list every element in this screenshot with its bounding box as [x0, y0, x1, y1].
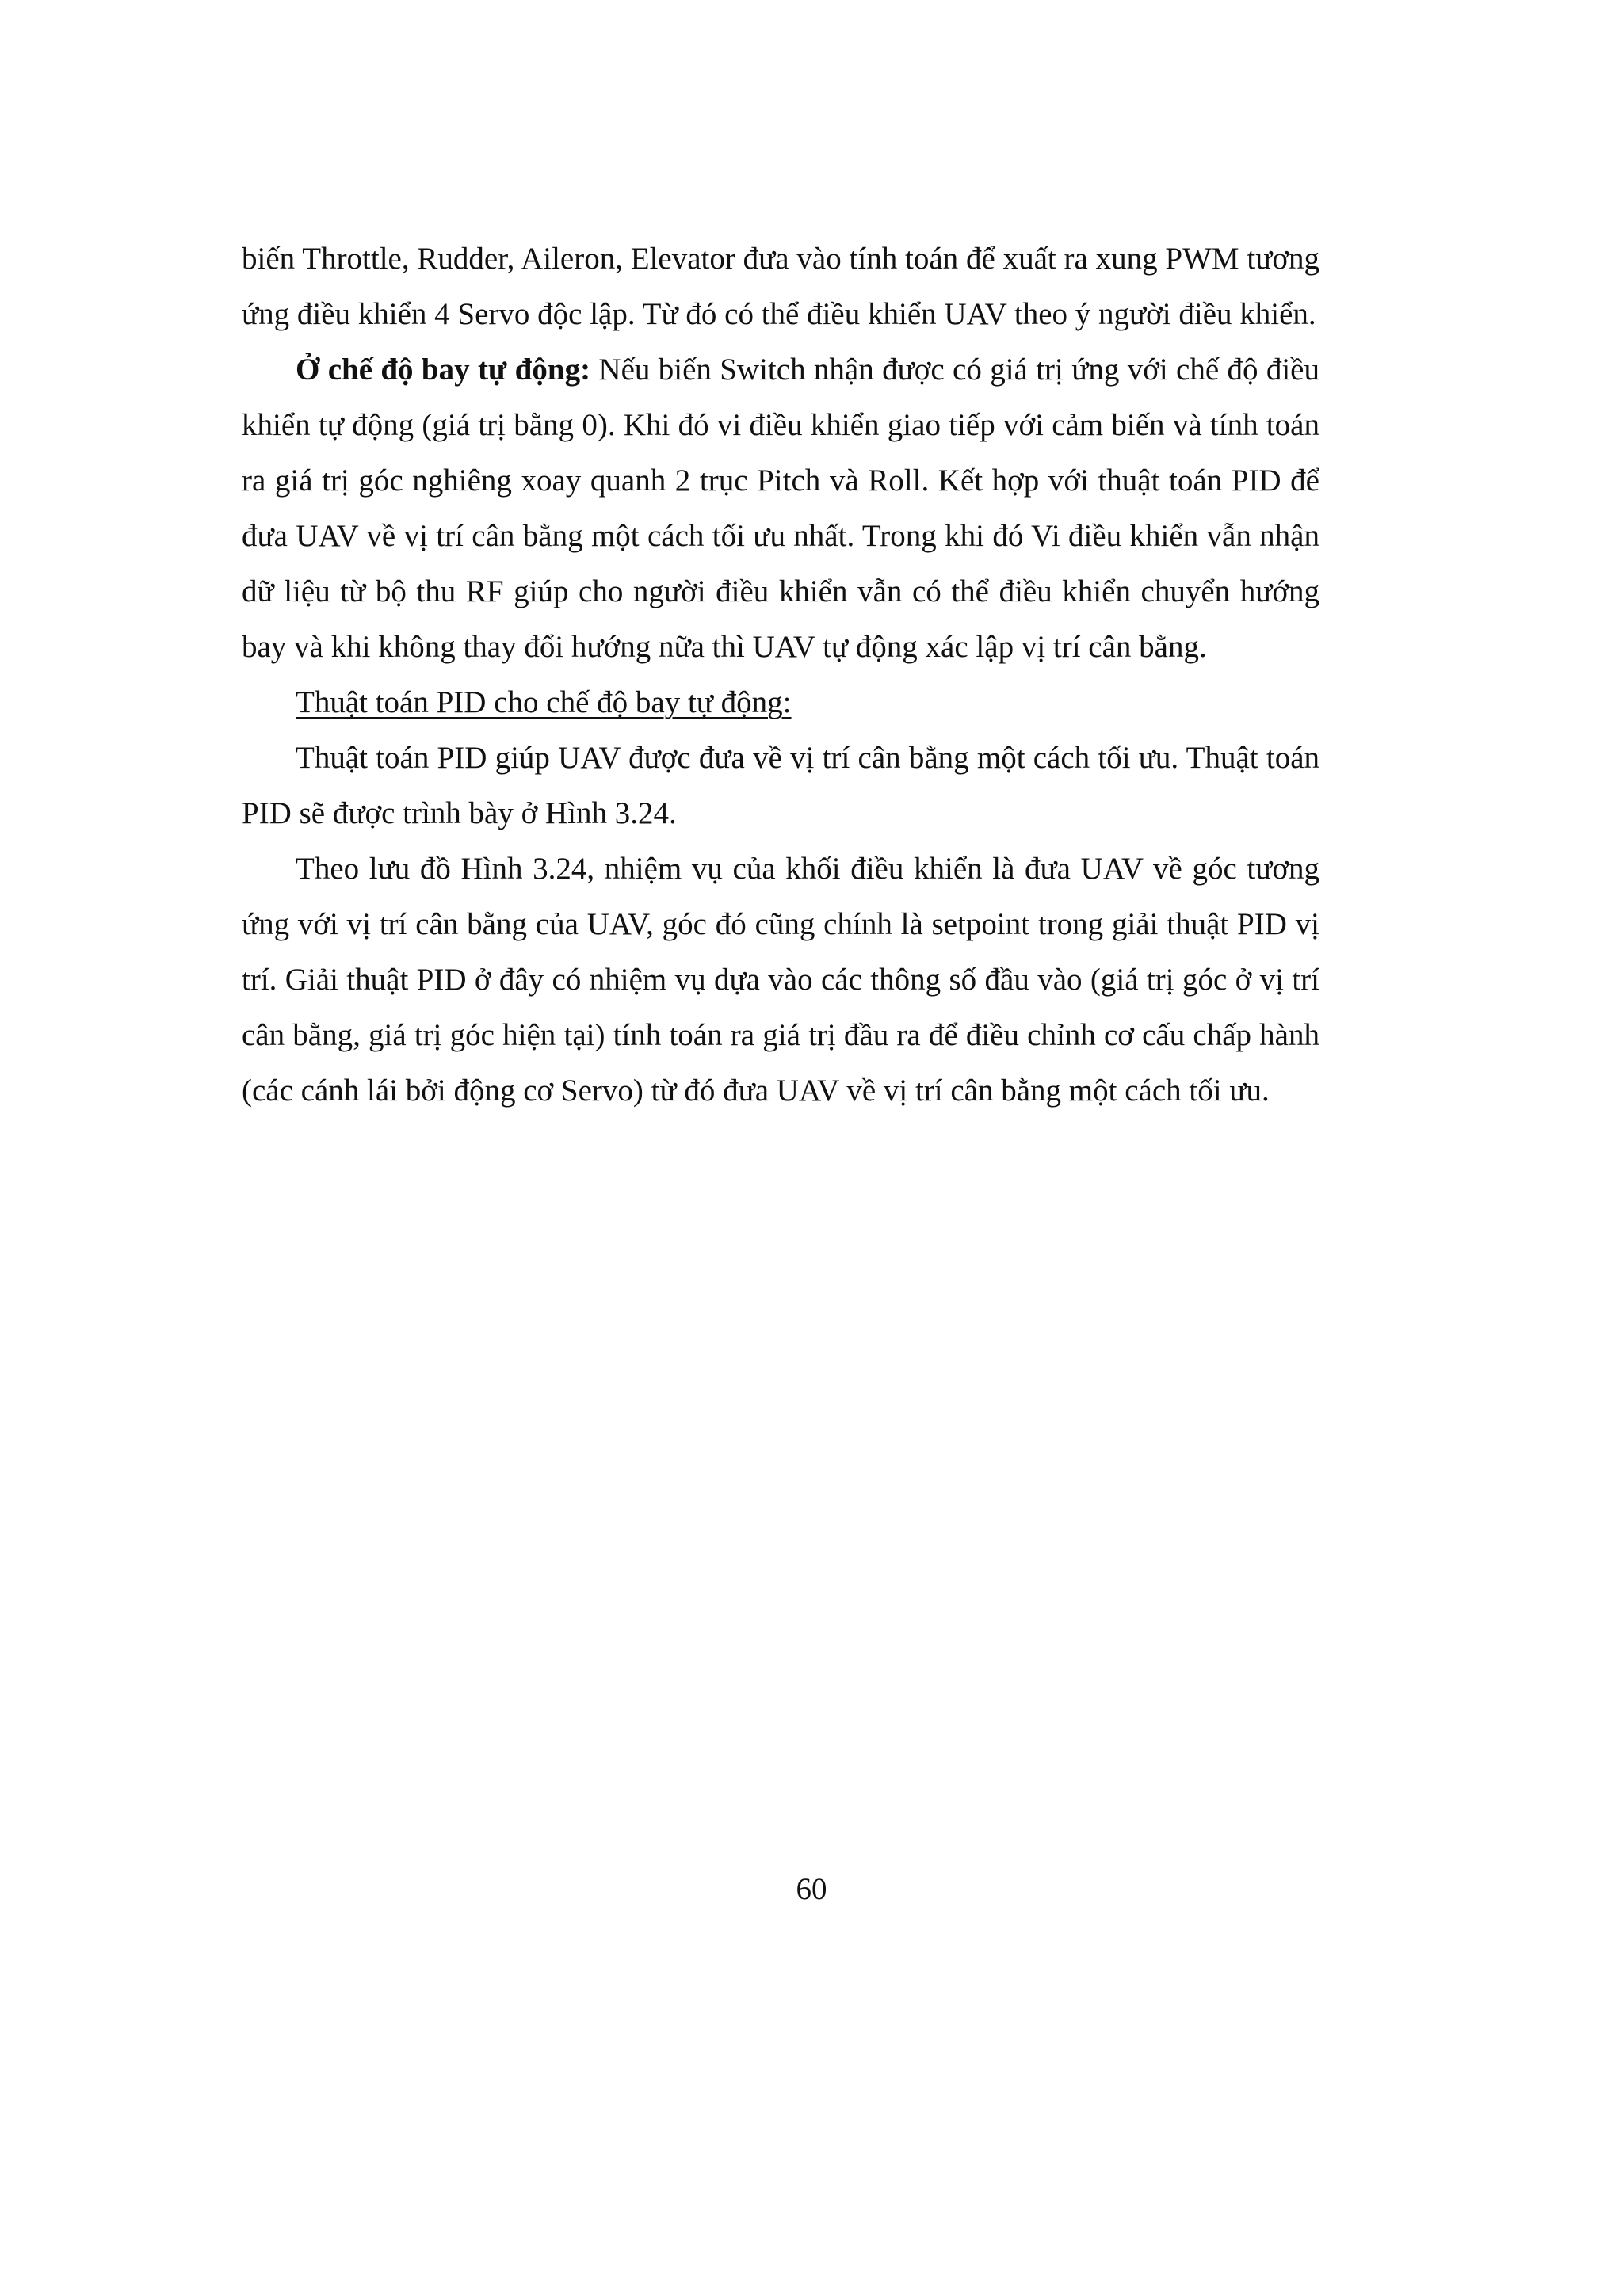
subheading-text: Thuật toán PID cho chế độ bay tự động:	[296, 685, 792, 719]
paragraph-pid-flowchart: Theo lưu đồ Hình 3.24, nhiệm vụ của khối điều khiển là đưa UAV về góc tương ứng với vị trí cân bằng của UAV, góc đó cũng chính là setpoint trong giải thuật PID vị trí. Giải thuật PID ở đây có nhiệm vụ dựa vào các thông số đầu vào (giá trị góc ở vị trí cân bằng, giá trị góc hiện tại) tính toán ra giá trị đầu ra để điều chỉnh cơ cấu chấp hành (các cánh lái bởi động cơ Servo) từ đó đưa UAV về vị trí cân bằng một cách tối ưu.	[242, 852, 1319, 1108]
paragraph-continuation: biến Throttle, Rudder, Aileron, Elevator đưa vào tính toán để xuất ra xung PWM tương ứng điều khiển 4 Servo độc lập. Từ đó có thể điều khiển UAV theo ý người điều khiển.	[242, 242, 1319, 331]
paragraph-lead-bold: Ở chế độ bay tự động:	[296, 353, 591, 387]
paragraph-pid-intro: Thuật toán PID giúp UAV được đưa về vị trí cân bằng một cách tối ưu. Thuật toán PID sẽ được trình bày ở Hình 3.24.	[242, 741, 1319, 830]
paragraph-auto-mode-text: Nếu biến Switch nhận được có giá trị ứng với chế độ điều khiển tự động (giá trị bằng 0). Khi đó vi điều khiển giao tiếp với cảm biến và tính toán ra giá trị góc nghiêng xoay quanh 2 trục Pitch và Roll. Kết hợp với thuật toán PID để đưa UAV về vị trí cân bằng một cách tối ưu nhất. Trong khi đó Vi điều khiển vẫn nhận dữ liệu từ bộ thu RF giúp cho người điều khiển vẫn có thể điều khiển chuyển hướng bay và khi không thay đổi hướng nữa thì UAV tự động xác lập vị trí cân bằng.	[242, 353, 1319, 664]
paragraph-auto-mode	[242, 342, 1319, 675]
page-number: 60	[796, 1872, 827, 1906]
body-text	[242, 231, 1319, 1119]
section-subheading	[242, 675, 1319, 730]
